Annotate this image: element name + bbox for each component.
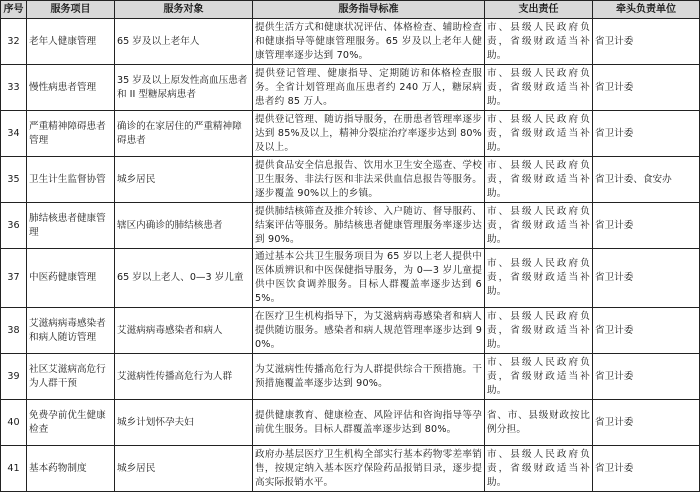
header-no: 序号	[1, 1, 27, 19]
lead-unit: 省卫计委	[593, 400, 700, 446]
table-row	[1, 308, 700, 354]
service-item: 卫生计生监督协管	[27, 157, 115, 203]
expense-duty: 市、县级人民政府负责，省级财政适当补助。	[485, 249, 593, 308]
service-item: 社区艾滋病高危行为人群干预	[27, 354, 115, 400]
header-duty: 支出责任	[485, 1, 593, 19]
lead-unit: 省卫计委	[593, 111, 700, 157]
expense-duty: 市、县级人民政府负责，省级财政适当补助。	[485, 354, 593, 400]
table-row	[1, 400, 700, 446]
service-target: 城乡居民	[115, 446, 253, 492]
service-standard: 为艾滋病性传播高危行为人群提供综合干预措施。干预措施覆盖率逐步达到 90%。	[253, 354, 485, 400]
row-number: 35	[1, 157, 27, 203]
table-row	[1, 354, 700, 400]
service-item: 中医药健康管理	[27, 249, 115, 308]
service-target: 艾滋病病毒感染者和病人	[115, 308, 253, 354]
lead-unit: 省卫计委	[593, 446, 700, 492]
table-row	[1, 249, 700, 308]
table-row	[1, 19, 700, 65]
table-row	[1, 203, 700, 249]
row-number: 37	[1, 249, 27, 308]
service-item: 免费孕前优生健康检查	[27, 400, 115, 446]
service-standard: 政府办基层医疗卫生机构全部实行基本药物零差率销售，按规定纳入基本医疗保险药品报销目录，逐步提高实际报销水平。	[253, 446, 485, 492]
lead-unit: 省卫计委	[593, 203, 700, 249]
service-standard: 提供食品安全信息报告、饮用水卫生安全巡查、学校卫生服务、非法行医和非法采供血信息报告等服务。逐步覆盖 90%以上的乡镇。	[253, 157, 485, 203]
service-standard: 提供肺结核筛查及推介转诊、入户随访、督导服药、结案评估等服务。肺结核患者健康管理服务率逐步达到 90%。	[253, 203, 485, 249]
table-row	[1, 446, 700, 492]
expense-duty: 市、县级人民政府负责，省级财政适当补助。	[485, 308, 593, 354]
service-item: 严重精神障碍患者管理	[27, 111, 115, 157]
lead-unit: 省卫计委	[593, 308, 700, 354]
expense-duty: 省、市、县级财政按比例分担。	[485, 400, 593, 446]
lead-unit: 省卫计委	[593, 65, 700, 111]
expense-duty: 市、县级人民政府负责，省级财政适当补助。	[485, 19, 593, 65]
row-number: 36	[1, 203, 27, 249]
service-item: 艾滋病病毒感染者和病人随访管理	[27, 308, 115, 354]
service-target: 城乡计划怀孕夫妇	[115, 400, 253, 446]
service-item: 肺结核患者健康管理	[27, 203, 115, 249]
table-row	[1, 157, 700, 203]
service-target: 65 岁及以上老年人	[115, 19, 253, 65]
service-target: 辖区内确诊的肺结核患者	[115, 203, 253, 249]
header-standard: 服务指导标准	[253, 1, 485, 19]
expense-duty: 市、县级人民政府负责，省级财政适当补助。	[485, 65, 593, 111]
table-header-row	[1, 1, 700, 19]
service-item: 慢性病患者管理	[27, 65, 115, 111]
expense-duty: 市、县级人民政府负责，省级财政适当补助。	[485, 157, 593, 203]
service-standard: 提供登记管理、健康指导、定期随访和体格检查服务。全省计划管理高血压患者约 240 万人，糖尿病患者约 85 万人。	[253, 65, 485, 111]
table-row	[1, 65, 700, 111]
service-standard: 提供健康教育、健康检查、风险评估和咨询指导等孕前优生服务。目标人群覆盖率逐步达到 80%。	[253, 400, 485, 446]
row-number: 32	[1, 19, 27, 65]
lead-unit: 省卫计委、食安办	[593, 157, 700, 203]
row-number: 39	[1, 354, 27, 400]
service-standard: 提供生活方式和健康状况评估、体格检查、辅助检查和健康指导等健康管理服务。65 岁及以上老年人健康管理率逐步达到 70%。	[253, 19, 485, 65]
service-target: 城乡居民	[115, 157, 253, 203]
service-item: 基本药物制度	[27, 446, 115, 492]
service-target: 35 岁及以上原发性高血压患者和 II 型糖尿病患者	[115, 65, 253, 111]
lead-unit: 省卫计委	[593, 19, 700, 65]
lead-unit: 省卫计委	[593, 354, 700, 400]
lead-unit: 省卫计委	[593, 249, 700, 308]
service-standard: 提供登记管理、随访指导服务，在册患者管理率逐步达到 85%及以上，精神分裂症治疗率逐步达到 80%及以上。	[253, 111, 485, 157]
service-standard: 在医疗卫生机构指导下，为艾滋病病毒感染者和病人提供随访服务。感染者和病人规范管理率逐步达到 90%。	[253, 308, 485, 354]
table-body	[1, 19, 700, 492]
row-number: 38	[1, 308, 27, 354]
table-row	[1, 111, 700, 157]
row-number: 34	[1, 111, 27, 157]
service-standard: 通过基本公共卫生服务项目为 65 岁以上老人提供中医体质辨识和中医保健指导服务，为 0—3 岁儿童提供中医饮食调养服务。目标人群覆盖率逐步达到 65%。	[253, 249, 485, 308]
service-target: 65 岁以上老人、0—3 岁儿童	[115, 249, 253, 308]
service-item: 老年人健康管理	[27, 19, 115, 65]
row-number: 41	[1, 446, 27, 492]
row-number: 33	[1, 65, 27, 111]
service-target: 确诊的在家居住的严重精神障碍患者	[115, 111, 253, 157]
expense-duty: 市、县级人民政府负责，省级财政适当补助。	[485, 203, 593, 249]
header-item: 服务项目	[27, 1, 115, 19]
expense-duty: 市、县级人民政府负责，省级财政适当补助。	[485, 446, 593, 492]
header-target: 服务对象	[115, 1, 253, 19]
row-number: 40	[1, 400, 27, 446]
service-target: 艾滋病性传播高危行为人群	[115, 354, 253, 400]
expense-duty: 市、县级人民政府负责，省级财政适当补助。	[485, 111, 593, 157]
header-unit: 牵头负责单位	[593, 1, 700, 19]
